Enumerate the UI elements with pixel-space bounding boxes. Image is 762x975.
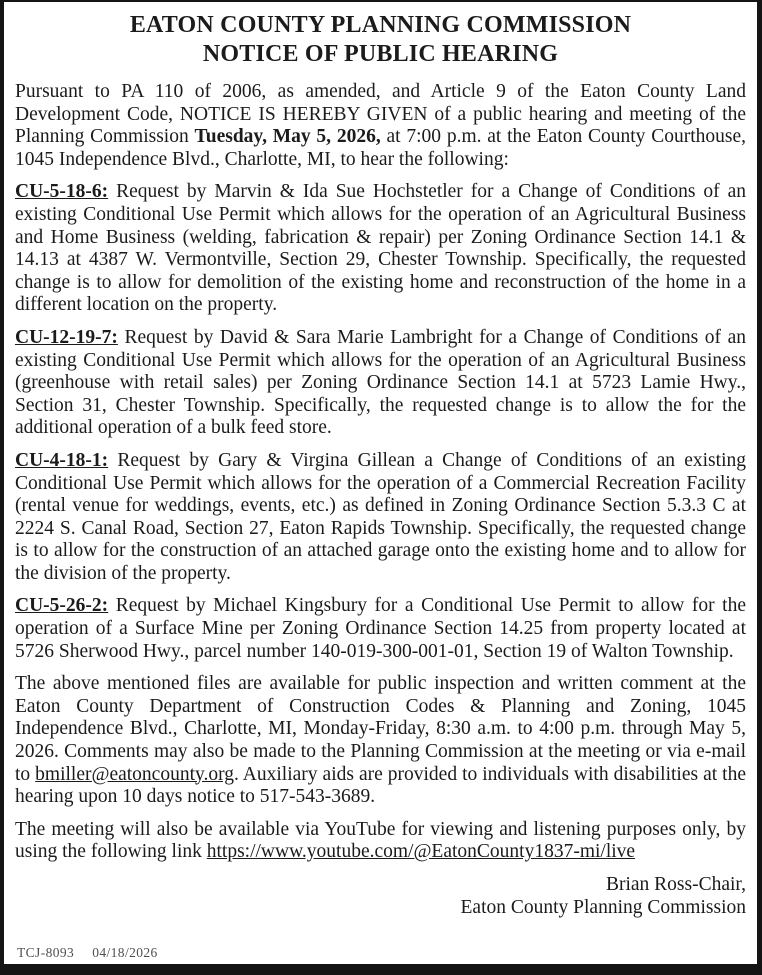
- case-id-2: CU-12-19-7:: [15, 326, 118, 348]
- case-id-1: CU-5-18-6:: [15, 181, 109, 203]
- notice-subtitle: NOTICE OF PUBLIC HEARING: [202, 41, 559, 67]
- intro-paragraph: [15, 81, 746, 171]
- case-text-1: Request by Marvin & Ida Sue Hochstetler for a Change of Conditions of an existing Conditional Use Permit which allows for the operation of an Agricultural Business and Home Business (welding, fabrication & repair) per Zoning Ordinance Section 14.1 & 14.13 at 4387 W. Vermontville, Section 29, Chester Township. Specifically, the requested change is to allow for demolition of the existing home and reconstruction of the home in a different location on the property.: [15, 181, 746, 316]
- hearing-date: Tuesday, May 5, 2026,: [194, 126, 381, 148]
- footer-notice-code: TCJ-8093: [17, 945, 75, 960]
- signature-block: [15, 874, 746, 919]
- intro-text-before: Pursuant to PA 110 of 2006, as amended, and Article 9 of the Eaton County Land Development Code, NOTICE IS HEREBY GIVEN of a public hearing and meeting of the Planning Commission: [15, 81, 746, 148]
- youtube-text-before: The meeting will also be available via YouTube for viewing and listening purposes only, by using the following link: [15, 818, 746, 863]
- signature-org: Eaton County Planning Commission: [460, 896, 746, 918]
- notice-title: EATON COUNTY PLANNING COMMISSION: [129, 12, 632, 38]
- case-paragraph-3: [15, 450, 746, 586]
- inspection-paragraph: [15, 673, 746, 809]
- case-paragraph-4: [15, 595, 746, 663]
- footer-date: 04/18/2026: [92, 945, 158, 960]
- case-text-2: Request by David & Sara Marie Lambright for a Change of Conditions of an existing Conditional Use Permit which allows for the operation of an Agricultural Business (greenhouse with retail sales) per Zoning Ordinance Section 14.1 at 5723 Lamie Hwy., Section 31, Chester Township. Specifically, the requested change is to allow the for the additional operation of a bulk feed store.: [15, 326, 746, 439]
- inspection-text-before: The above mentioned files are available for public inspection and written comment at the Eaton County Department of Construction Codes & Planning and Zoning, 1045 Independence Blvd., Charlotte, MI, Monday-Friday, 8:30 a.m. to 4:00 p.m. through May 5, 2026. Comments may also be made to the Planning Commission at the meeting or via e-mail to: [15, 673, 746, 785]
- case-paragraph-1: [15, 181, 746, 317]
- notice-header: [15, 11, 746, 69]
- case-id-4: CU-5-26-2:: [15, 595, 109, 617]
- footer-line: [17, 945, 158, 961]
- youtube-paragraph: [15, 819, 746, 864]
- signature-name: Brian Ross-Chair,: [605, 874, 746, 895]
- email-link[interactable]: bmiller@eatoncounty.org: [35, 763, 234, 785]
- intro-text-after: at 7:00 p.m. at the Eaton County Courthouse, 1045 Independence Blvd., Charlotte, MI, to hear the following:: [15, 126, 747, 170]
- case-text-4: Request by Michael Kingsbury for a Conditional Use Permit to allow for the operation of a Surface Mine per Zoning Ordinance Section 14.25 from property located at 5726 Sherwood Hwy., parcel number 140-019-300-001-01, Section 19 of Walton Township.: [15, 595, 746, 662]
- inspection-text-after: . Auxiliary aids are provided to individuals with disabilities at the hearing upon 10 days notice to 517-543-3689.: [15, 763, 746, 808]
- case-text-3: Request by Gary & Virgina Gillean a Change of Conditions of an existing Conditional Use Permit which allows for the operation of a Commercial Recreation Facility (rental venue for weddings, events, etc.) as defined in Zoning Ordinance Section 5.3.3 C at 2224 S. Canal Road, Section 27, Eaton Rapids Township. Specifically, the requested change is to allow for the construction of an attached garage onto the existing home and to allow for the division of the property.: [15, 449, 746, 584]
- case-paragraph-2: [15, 327, 746, 440]
- youtube-link[interactable]: https://www.youtube.com/@EatonCounty1837-mi/live: [206, 841, 636, 863]
- case-id-3: CU-4-18-1:: [15, 449, 109, 471]
